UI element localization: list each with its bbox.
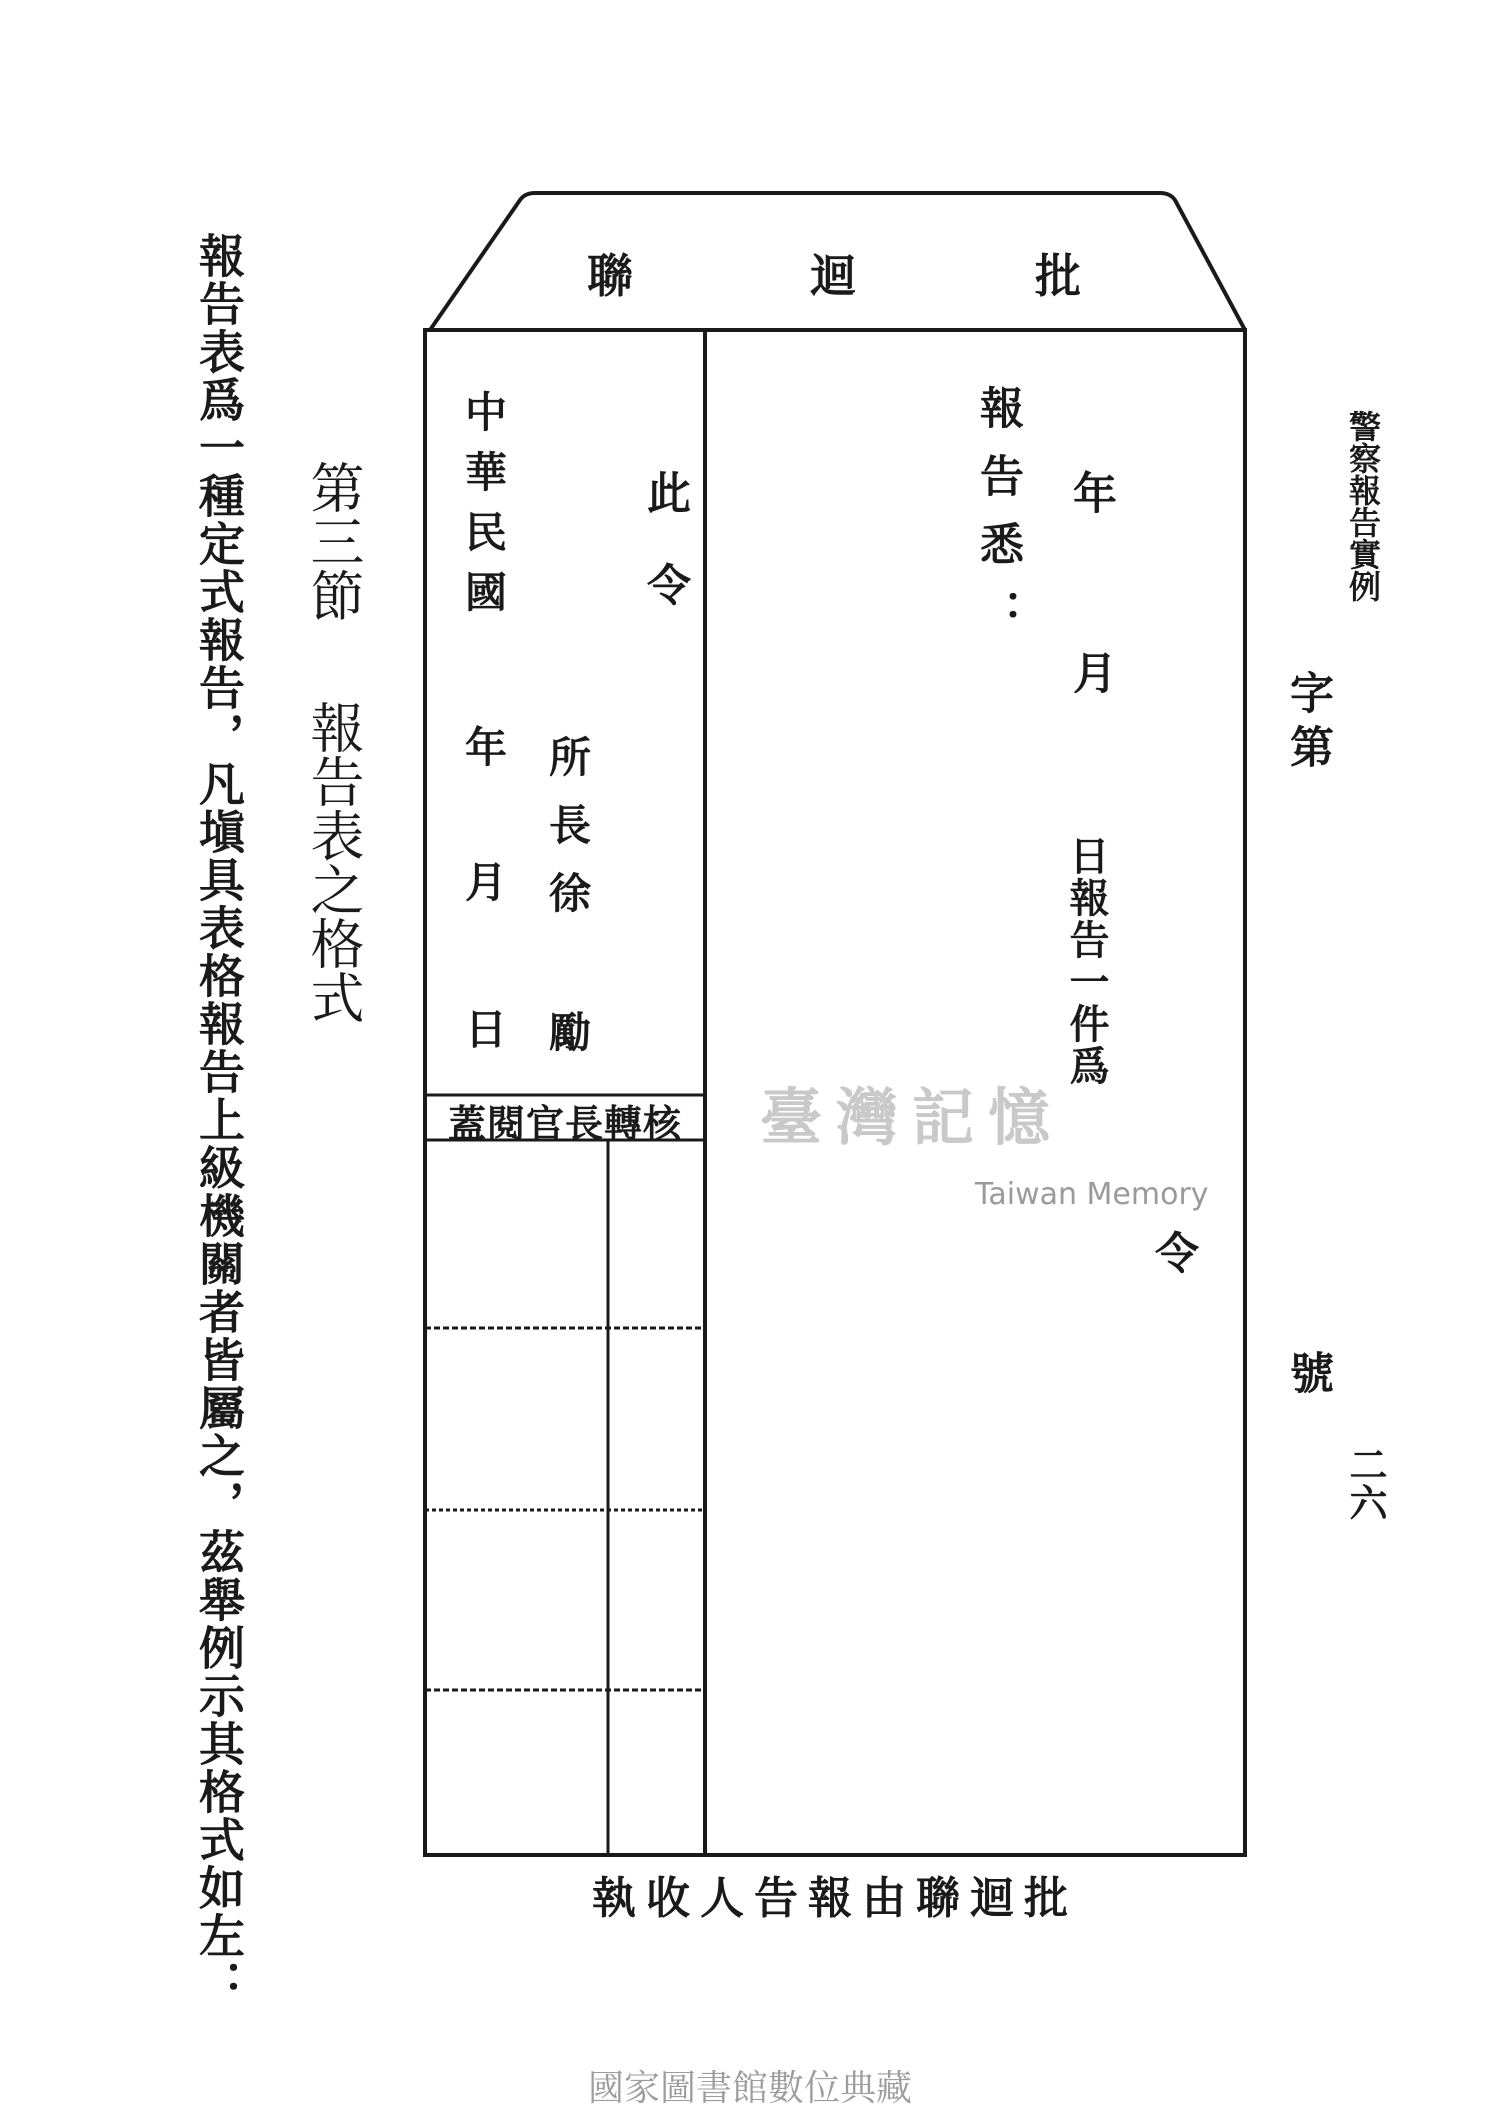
roc-month: 月 bbox=[459, 860, 508, 902]
order-end: 令 bbox=[1147, 1230, 1198, 1274]
date-month: 月 bbox=[1065, 650, 1116, 694]
body-paragraph: 報告表爲一種定式報告，凡塡具表格報告上級機關者皆屬之，茲舉例示其格式如左： bbox=[192, 232, 246, 2008]
date-year: 年 bbox=[1065, 470, 1116, 514]
review-header: 核轉長官閱蓋 bbox=[447, 1101, 682, 1146]
library-credit: 國家圖書館數位典藏 bbox=[587, 2068, 912, 2109]
page-number: 二六 bbox=[1343, 1445, 1388, 1521]
bottom-caption: 批迴聯由報告人收執 bbox=[592, 1873, 1078, 1924]
roc-day: 日 bbox=[459, 1007, 508, 1049]
form-title-pi: 批 bbox=[1035, 249, 1081, 303]
section-heading-title: 報告表之格式 bbox=[302, 700, 365, 1024]
serial-label-hao: 號 bbox=[1282, 1350, 1333, 1394]
roc-date: 中華民國 bbox=[459, 390, 508, 630]
section-heading-number: 第三節 bbox=[302, 460, 365, 622]
official-name: 勵 bbox=[543, 1010, 592, 1052]
watermark-logo-english: Taiwan Memory bbox=[975, 1177, 1209, 1212]
ci-ling: 此令 bbox=[639, 470, 690, 654]
date-day-report: 日報告一件爲 bbox=[1063, 835, 1110, 1087]
roc-year: 年 bbox=[459, 725, 508, 767]
report-intro: 報告悉： bbox=[972, 385, 1023, 657]
watermark-logo: 臺灣記憶 bbox=[760, 1081, 1065, 1154]
running-title: 警察報告實例 bbox=[1344, 410, 1382, 602]
form-title-lian: 聯 bbox=[587, 249, 633, 303]
official-title: 所長徐 bbox=[543, 735, 592, 939]
form-title-hui: 迴 bbox=[810, 249, 856, 303]
serial-label-zi-di: 字第 bbox=[1282, 670, 1333, 778]
